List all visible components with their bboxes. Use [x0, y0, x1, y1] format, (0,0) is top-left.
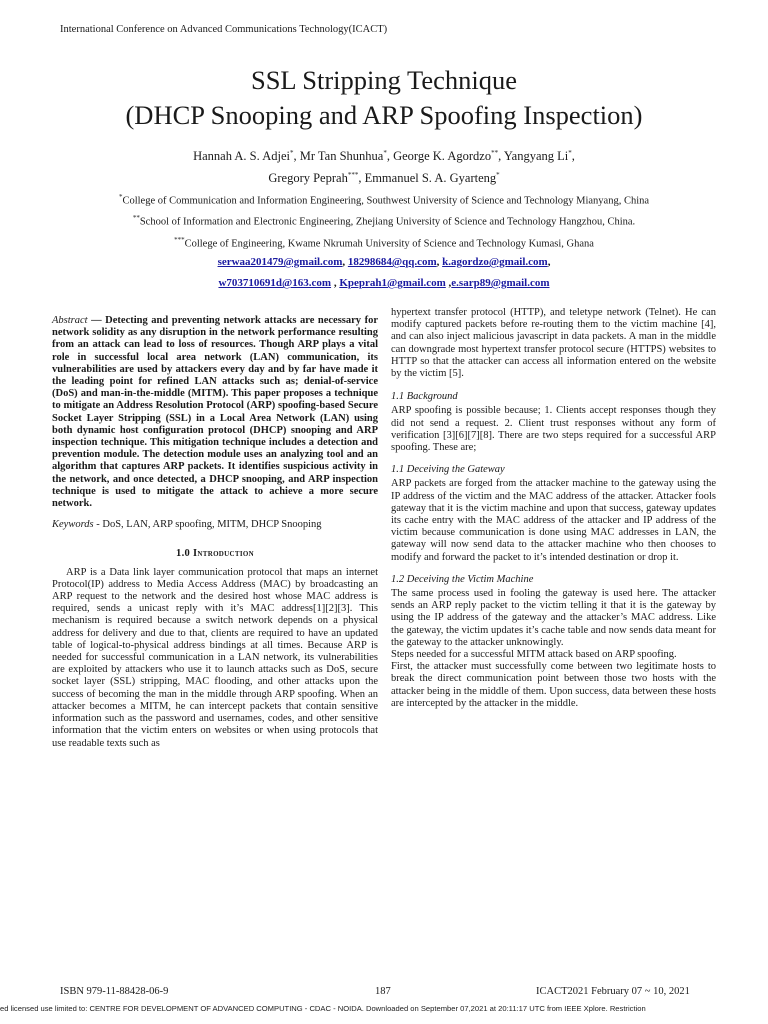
- right-column: [391, 307, 716, 710]
- affiliation-text: College of Engineering, Kwame Nkrumah University of Science and Technology Kumasi, Ghana: [184, 238, 594, 250]
- email-link[interactable]: e.sarp89@gmail.com: [451, 277, 550, 289]
- email-link[interactable]: k.agordzo@gmail.com: [442, 256, 548, 268]
- email-link[interactable]: 18298684@qq.com: [347, 256, 437, 268]
- left-column: [52, 315, 378, 750]
- section-number: 1.0: [176, 548, 191, 560]
- affiliation-mark: ***: [174, 236, 185, 244]
- steps-paragraph: Steps needed for a successful MITM attack based on ARP spoofing.: [391, 649, 677, 661]
- footer-conference-date: ICACT2021 February 07 ~ 10, 2021: [536, 986, 690, 997]
- section-heading-introduction: [52, 548, 378, 560]
- victim-paragraph: The same process used in fooling the gateway is used here. The attacker sends an ARP reply packet to the victim telling it that it is the gateway by using the IP address of the gateway and the attacker’s MAC address. Like the gateway, the victim updates it’s cache table and now sends data meant for the gateway to the attacker unknowingly.: [391, 588, 716, 648]
- email-link[interactable]: Kpeprah1@gmail.com: [339, 277, 446, 289]
- author-separator: ,: [571, 149, 575, 164]
- affiliation-mark: ***: [347, 171, 359, 179]
- abstract-label: Abstract: [52, 315, 88, 326]
- paper-title-line1: SSL Stripping Technique: [250, 65, 518, 95]
- first-step-paragraph: First, the attacker must successfully come between two legitimate hosts to break the direct communication point between those two hosts with the attacker being in the middle of them. Upon success, data between these hosts are intercepted by the attacker in the middle.: [391, 661, 716, 709]
- introduction-paragraph: ARP is a Data link layer communication protocol that maps an internet Protocol(IP) address to Media Access Address (MAC) by broadcasting an ARP request to the network and the desired host whose MAC address is required, sends a unicast reply with it’s MAC address[1][2][3]. This mechanism is required because a switch network depends on a physical address for delivery and due to that, clients are required to have an updated table of logical-to-physical address bindings at all times. Because ARP is needed for successful communication in a LAN network, its vulnerabilities are exploited by attackers who use it to launch attacks such as DoS, secure socket layer (SSL) stripping, MAC flooding, and other attacks upon the success of becoming the man in the middle through ARP spoofing. When an attacker becomes a MITM, he can intercept packets that contain sensitive information such as the password and usernames, codes, and other sensitive information that the victim enters on websites or when using protocols that use readable texts such as: [52, 566, 378, 749]
- affiliation-2: [0, 211, 768, 230]
- subsection-heading-gateway: 1.1 Deceiving the Gateway: [391, 464, 505, 476]
- email-separator: ,: [436, 256, 443, 268]
- affiliation-1: [0, 190, 768, 209]
- section-title: Introduction: [193, 548, 254, 560]
- email-separator: ,: [547, 256, 551, 268]
- email-separator: ,: [342, 256, 348, 268]
- authors-line1: [0, 146, 768, 163]
- keywords: [52, 519, 378, 531]
- emails-line2: [0, 276, 768, 290]
- emails-line1: [0, 255, 768, 269]
- introduction-continuation: hypertext transfer protocol (HTTP), and teletype network (Telnet). He can modify captured packets before re-routing them to the victim machine [4], and can also inject malicious javascript in data packets. A man in the middle can downgrade most hypertext transfer protocol secure (HTTPS) websites to HTTP so that the attacker can access all information entered on the website by the victim [5].: [391, 307, 716, 380]
- affiliation-mark: *: [496, 171, 500, 179]
- affiliation-mark: *: [568, 149, 572, 157]
- author-name: , Yangyang Li: [498, 149, 569, 164]
- affiliation-mark: *: [289, 149, 294, 157]
- email-link[interactable]: w703710691d@163.com: [218, 277, 332, 289]
- conference-header: International Conference on Advanced Communications Technology(ICACT): [60, 24, 388, 35]
- author-name: , Mr Tan Shunhua: [293, 149, 384, 164]
- email-separator: ,: [445, 277, 452, 289]
- author-name: Hannah A. S. Adjei: [193, 149, 290, 164]
- affiliation-text: School of Information and Electronic Engineering, Zhejiang University of Science and Technology Hangzhou, China.: [139, 216, 636, 228]
- footer-page-number: 187: [375, 986, 391, 997]
- affiliation-text: College of Communication and Information Engineering, Southwest University of Science and Technology Mianyang, China: [122, 195, 650, 207]
- affiliation-mark: **: [491, 149, 499, 157]
- paper-title-line2: (DHCP Snooping and ARP Spoofing Inspection): [125, 100, 643, 130]
- affiliation-mark: *: [118, 193, 123, 201]
- author-name: Gregory Peprah: [268, 171, 348, 186]
- affiliation-mark: *: [383, 149, 387, 157]
- email-separator: ,: [331, 277, 340, 289]
- author-name: , Emmanuel S. A. Gyarteng: [358, 171, 497, 186]
- subsection-heading-background: 1.1 Background: [391, 391, 458, 403]
- authors-line2: [0, 168, 768, 185]
- email-link[interactable]: serwaa201479@gmail.com: [217, 256, 343, 268]
- subsection-heading-victim: 1.2 Deceiving the Victim Machine: [391, 573, 534, 585]
- abstract-text: Detecting and preventing network attacks are necessary for network solidity as any disruption in the network performance resulting from an attack can lead to loss of resources. Though ARP plays a vital role in successful local area network (LAN) communication, its vulnerabilities are used by attackers every day and by far have made it the leading point for refined LAN attacks such as; denial-of-service (DoS) and man-in-the-middle (MITM). This paper proposes a technique to mitigate an Address Resolution Protocol (ARP) spoofing-based Secure Socket Layer Stripping (SSL) in a Local Area Network (LAN) using both dynamic host configuration protocol (DHCP) snooping and ARP inspection technique. This mitigation technique includes a detection and prevention module. The detection module uses an analyzing tool and an algorithm that captures ARP packets. It identifies suspicious activity in the network, and once detected, a DHCP snooping, and ARP inspection technique is used to mitigate the attack to achieve a more secure network.: [52, 315, 378, 510]
- background-paragraph: ARP spoofing is possible because; 1. Clients accept responses though they did not send a request. 2. Client trust responses without any form of verification [3][6][7][8]. There are two steps required for a successful ARP spoofing. These are;: [391, 405, 716, 454]
- keywords-label: Keywords: [52, 519, 94, 531]
- affiliation-mark: **: [132, 214, 140, 222]
- author-name: , George K. Agordzo: [386, 149, 492, 164]
- abstract-dash: —: [87, 315, 106, 326]
- gateway-paragraph: ARP packets are forged from the attacker machine to the gateway using the IP address of the victim and the MAC address of the attacker. Attacker fools gateway that it is the victim machine and upon that success, gateway updates its cache entry with the MAC address of the attacker and IP address of the victim because communication is done using MAC addresses in LAN, the gateway will now send data to the attacker machine who then chooses to modify and forward the packet to it’s intended destination or drop it.: [391, 478, 716, 563]
- license-notice: ed licensed use limited to: CENTRE FOR DEVELOPMENT OF ADVANCED COMPUTING - CDAC - NOIDA. Downloaded on September 07,2021 at 20:11:17 UTC from IEEE Xplore. Restriction: [0, 1004, 646, 1013]
- footer-isbn: ISBN 979-11-88428-06-9: [60, 986, 169, 997]
- affiliation-3: [0, 233, 768, 252]
- abstract: [52, 315, 378, 510]
- keywords-text: - DoS, LAN, ARP spoofing, MITM, DHCP Snooping: [93, 519, 322, 531]
